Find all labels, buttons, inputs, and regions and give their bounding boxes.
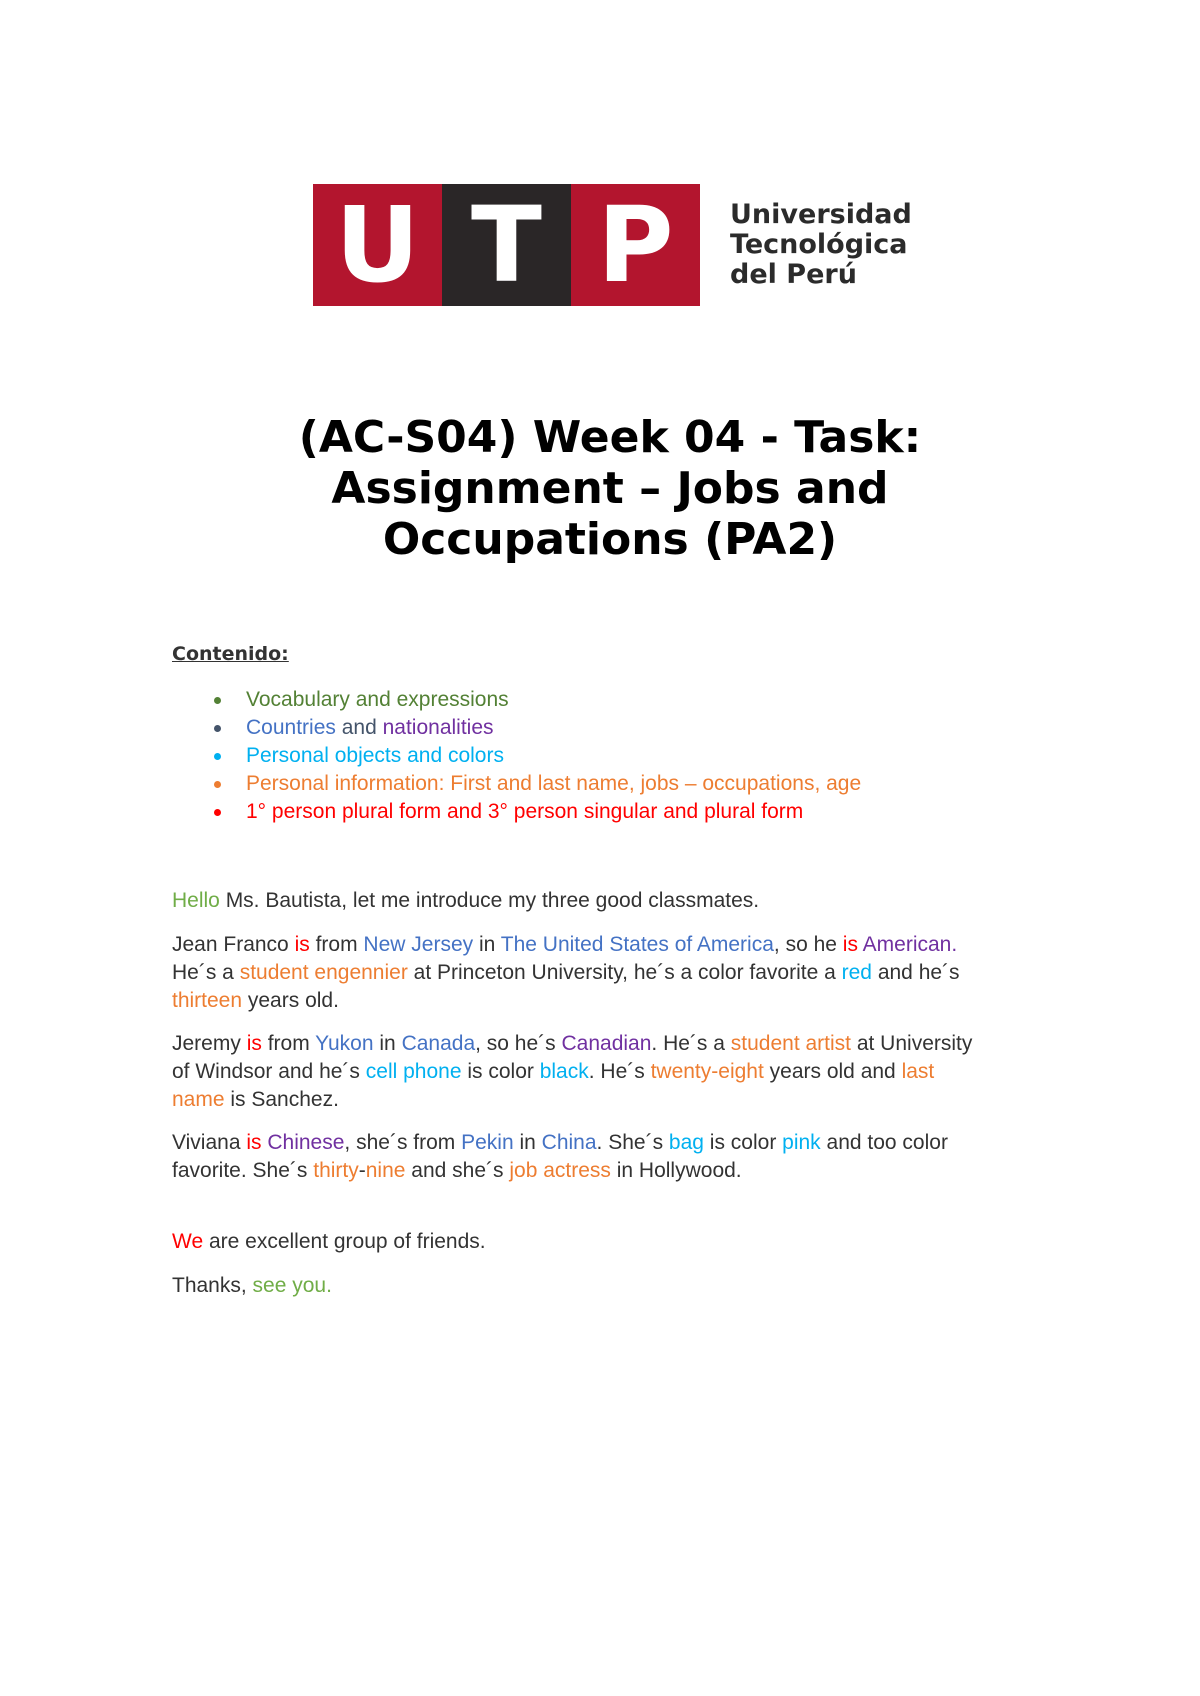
text-run: twenty-eight (650, 1060, 764, 1083)
text-run: cell phone (365, 1060, 462, 1083)
text-run: name (172, 1088, 225, 1111)
text-run: of Windsor and he´s (172, 1060, 366, 1083)
logo-name-line-1: Universidad (730, 199, 912, 230)
text-run: thirteen (172, 989, 243, 1012)
text-run: is color (461, 1060, 540, 1083)
text-run: black (539, 1060, 589, 1083)
text-run: in (473, 933, 501, 956)
text-run: American (862, 933, 952, 956)
list-item-text: nationalities (382, 716, 494, 739)
utp-logo (313, 184, 912, 306)
list-item-text: 1° person plural form and 3° person singular and plural form (246, 800, 804, 823)
text-run: . She´s (596, 1131, 669, 1154)
text-run: favorite. She´s (172, 1159, 314, 1182)
text-run: in (513, 1131, 542, 1154)
text-run: and she´s (405, 1159, 510, 1182)
paragraph-line (172, 959, 1052, 987)
bullet-icon (214, 781, 221, 788)
text-run: years old and (763, 1060, 902, 1083)
closing-paragraph-1 (172, 1228, 1052, 1256)
text-run: nine (365, 1159, 406, 1182)
text-run: in (373, 1032, 402, 1055)
text-run: red (841, 961, 872, 984)
list-item (172, 770, 861, 798)
greeting-word: Hello (172, 889, 220, 912)
list-item-text: Vocabulary and expressions (246, 688, 509, 711)
text-run: and too color (820, 1131, 948, 1154)
document-title (150, 412, 1070, 565)
text-run: He´s a (172, 961, 240, 984)
logo-name-line-3: del Perú (730, 259, 857, 290)
paragraph-viviana (172, 1129, 1052, 1185)
text-run: , so he´s (475, 1032, 562, 1055)
text-run: Yukon (315, 1032, 374, 1055)
text-run: is (246, 1131, 262, 1154)
text-run: see you. (252, 1274, 332, 1297)
list-item (172, 686, 861, 714)
paragraph-line (172, 1129, 1052, 1157)
text-run: years old. (242, 989, 339, 1012)
contenido-list (172, 686, 861, 826)
logo-letter-p: P (571, 184, 700, 306)
list-item-text: Countries (246, 716, 336, 739)
bullet-icon (214, 809, 221, 816)
list-item (172, 742, 861, 770)
text-run: is color (703, 1131, 783, 1154)
paragraph-line (172, 1086, 1052, 1114)
text-run: China (541, 1131, 597, 1154)
list-item (172, 798, 861, 826)
closing-paragraph-2 (172, 1272, 1052, 1300)
text-run: We (172, 1230, 204, 1253)
list-item (172, 714, 861, 742)
text-run: . He´s a (651, 1032, 731, 1055)
text-run: Thanks, (172, 1274, 253, 1297)
text-run: is Sanchez. (224, 1088, 339, 1111)
text-run: is (246, 1032, 262, 1055)
paragraph-line (172, 1157, 1052, 1185)
text-run: The United States of America (500, 933, 774, 956)
text-run: student artist (730, 1032, 851, 1055)
bullet-icon (214, 753, 221, 760)
text-run: Canadian (561, 1032, 652, 1055)
text-run: last (901, 1060, 935, 1083)
text-run: student engennier (239, 961, 408, 984)
text-run: New Jersey (363, 933, 474, 956)
text-run: job actress (509, 1159, 611, 1182)
text-run: and he´s (871, 961, 960, 984)
text-run: bag (668, 1131, 704, 1154)
list-item-text: and (335, 716, 383, 739)
greeting-text: Ms. Bautista, let me introduce my three good classmates. (219, 889, 760, 912)
text-run: , so he (773, 933, 843, 956)
contenido-heading: Contenido: (172, 643, 289, 665)
text-run: - (358, 1159, 366, 1182)
title-line-1: (AC-S04) Week 04 - Task: (298, 412, 922, 463)
bullet-icon (214, 697, 221, 704)
list-item-text: Personal objects and colors (246, 744, 504, 767)
text-run: Canada (401, 1032, 476, 1055)
logo-name-line-2: Tecnológica (730, 229, 908, 260)
text-run: from (261, 1032, 316, 1055)
logo-letter-t: T (442, 184, 571, 306)
paragraph-line (172, 1058, 1052, 1086)
text-run: at University (851, 1032, 973, 1055)
text-run: in Hollywood. (610, 1159, 742, 1182)
text-run: is (294, 933, 310, 956)
text-run: Chinese (267, 1131, 345, 1154)
greeting-paragraph (172, 887, 1052, 915)
paragraph-jeremy (172, 1030, 1052, 1114)
text-run: Jean Franco (172, 933, 295, 956)
text-run: . (951, 933, 958, 956)
logo-university-name (730, 200, 912, 290)
text-run: at Princeton University, he´s a color favorite a (407, 961, 842, 984)
text-run: thirty (313, 1159, 359, 1182)
title-line-2: Assignment – Jobs and (331, 463, 889, 514)
list-item-text: Personal information: First and last name, jobs – occupations, age (246, 772, 862, 795)
text-run: . He´s (588, 1060, 651, 1083)
paragraph-line (172, 1030, 1052, 1058)
text-run: Viviana (172, 1131, 247, 1154)
text-run: is (842, 933, 858, 956)
logo-letter-u: U (313, 184, 442, 306)
paragraph-line (172, 987, 1052, 1015)
title-line-3: Occupations (PA2) (382, 514, 838, 565)
paragraph-jean-franco (172, 931, 1052, 1015)
text-run: pink (782, 1131, 821, 1154)
text-run: , she´s from (344, 1131, 462, 1154)
text-run: are excellent group of friends. (203, 1230, 486, 1253)
logo-letter-blocks (313, 184, 700, 306)
bullet-icon (214, 725, 221, 732)
text-run: Pekin (461, 1131, 514, 1154)
text-run: from (309, 933, 364, 956)
paragraph-line (172, 931, 1052, 959)
text-run: Jeremy (172, 1032, 247, 1055)
